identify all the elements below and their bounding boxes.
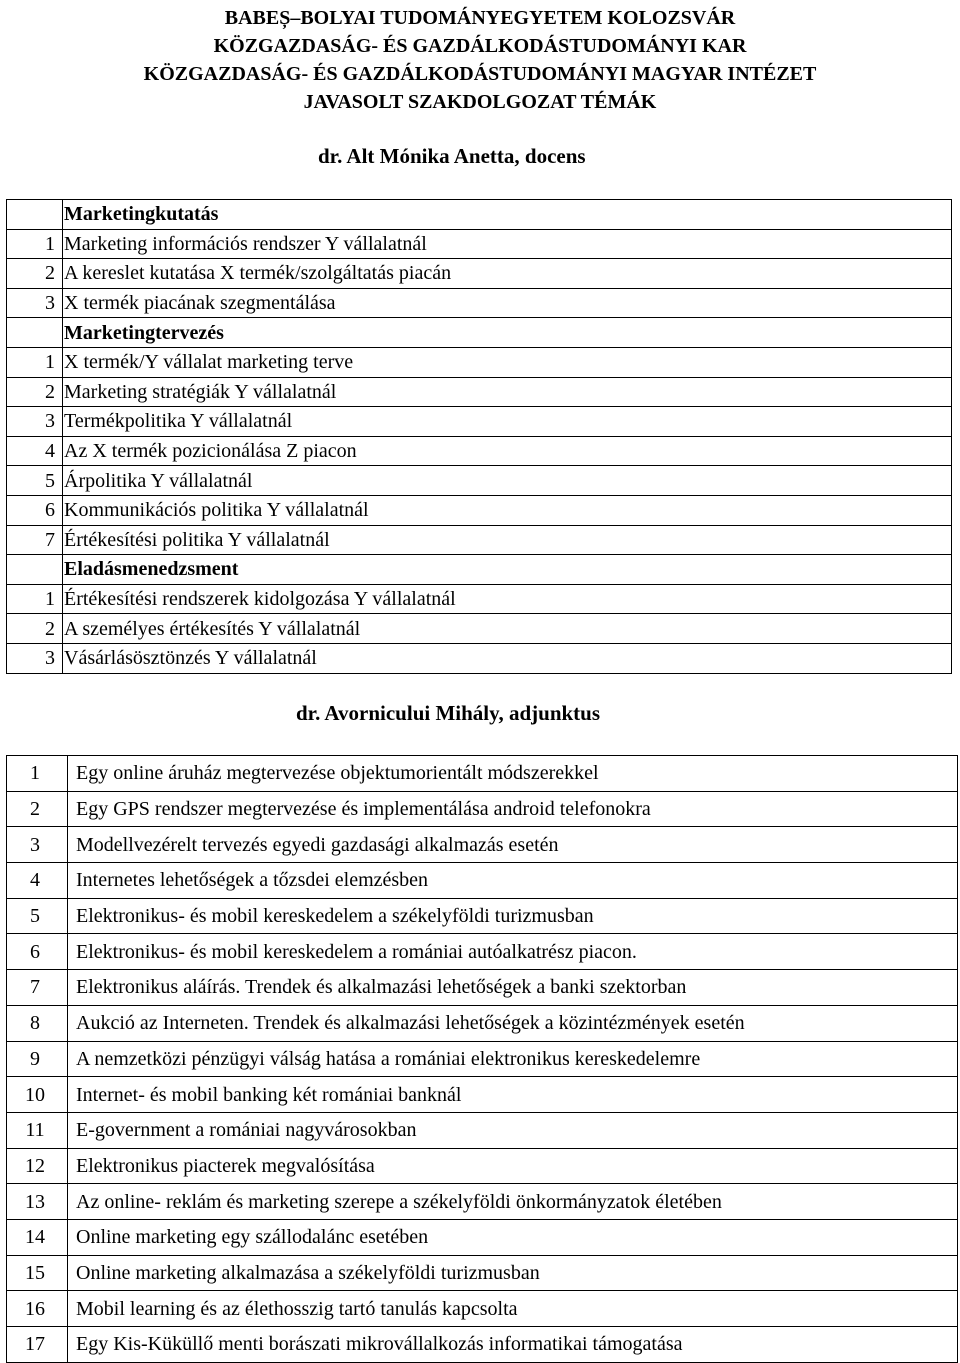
topic-row	[7, 288, 952, 318]
topic-title: Aukció az Interneten. Trendek és alkalmazási lehetőségek a közintézmények esetén	[68, 1005, 958, 1041]
topic-number: 2	[7, 791, 68, 827]
topic-title: Marketing információs rendszer Y vállalatnál	[63, 229, 952, 259]
topic-title: Elektronikus piacterek megvalósítása	[68, 1148, 958, 1184]
topic-row	[7, 791, 958, 827]
topic-number	[7, 555, 63, 585]
topic-number: 9	[7, 1041, 68, 1077]
topic-title: Elektronikus- és mobil kereskedelem a romániai autóalkatrész piacon.	[68, 934, 958, 970]
topic-row	[7, 756, 958, 792]
university-name: BABEȘ–BOLYAI TUDOMÁNYEGYETEM KOLOZSVÁR	[224, 7, 736, 29]
section-heading-row	[7, 555, 952, 585]
topic-number: 11	[7, 1112, 68, 1148]
topic-title: A nemzetközi pénzügyi válság hatása a romániai elektronikus kereskedelemre	[68, 1041, 958, 1077]
topic-number: 4	[7, 863, 68, 899]
topic-number: 3	[7, 407, 63, 437]
topic-title: Értékesítési rendszerek kidolgozása Y vállalatnál	[63, 584, 952, 614]
topic-row	[7, 584, 952, 614]
topic-number: 4	[7, 436, 63, 466]
topic-row	[7, 1077, 958, 1113]
topic-row	[7, 898, 958, 934]
topic-number: 15	[7, 1255, 68, 1291]
supervisor-name-1: dr. Alt Mónika Anetta, docens	[318, 144, 586, 168]
topic-number: 2	[7, 259, 63, 289]
topic-row	[7, 259, 952, 289]
topic-title: Egy GPS rendszer megtervezése és implementálása android telefonokra	[68, 791, 958, 827]
topic-title: Az online- reklám és marketing szerepe a székelyföldi önkormányzatok életében	[68, 1184, 958, 1220]
topic-number: 1	[7, 756, 68, 792]
topics-table-2-body	[7, 756, 958, 1363]
topic-number: 10	[7, 1077, 68, 1113]
topic-title: Marketing stratégiák Y vállalatnál	[63, 377, 952, 407]
topic-row	[7, 934, 958, 970]
topic-number: 2	[7, 614, 63, 644]
topic-title: Termékpolitika Y vállalatnál	[63, 407, 952, 437]
topic-title: Értékesítési politika Y vállalatnál	[63, 525, 952, 555]
topic-row	[7, 1005, 958, 1041]
topic-title: Modellvezérelt tervezés egyedi gazdasági alkalmazás esetén	[68, 827, 958, 863]
topic-title: Elektronikus- és mobil kereskedelem a székelyföldi turizmusban	[68, 898, 958, 934]
topic-number	[7, 200, 63, 230]
topic-row	[7, 1041, 958, 1077]
topic-row	[7, 495, 952, 525]
topic-title: X termék piacának szegmentálása	[63, 288, 952, 318]
topic-row	[7, 347, 952, 377]
topic-title: Internet- és mobil banking két romániai banknál	[68, 1077, 958, 1113]
topic-row	[7, 970, 958, 1006]
topic-number: 3	[7, 288, 63, 318]
topic-row	[7, 525, 952, 555]
topic-number	[7, 318, 63, 348]
institute-name: KÖZGAZDASÁG- ÉS GAZDÁLKODÁSTUDOMÁNYI MAGYAR INTÉZET	[143, 63, 817, 85]
topic-row	[7, 827, 958, 863]
topic-row	[7, 614, 952, 644]
topic-number: 16	[7, 1291, 68, 1327]
topic-number: 6	[7, 934, 68, 970]
topic-title: Kommunikációs politika Y vállalatnál	[63, 495, 952, 525]
topic-title: X termék/Y vállalat marketing terve	[63, 347, 952, 377]
topic-row	[7, 1112, 958, 1148]
topic-number: 3	[7, 643, 63, 673]
section-heading: Eladásmenedzsment	[63, 555, 952, 585]
topic-row	[7, 377, 952, 407]
topic-number: 13	[7, 1184, 68, 1220]
topic-number: 5	[7, 466, 63, 496]
topic-title: A kereslet kutatása X termék/szolgáltatás piacán	[63, 259, 952, 289]
topic-number: 1	[7, 584, 63, 614]
topic-row	[7, 643, 952, 673]
topic-title: Egy online áruház megtervezése objektumorientált módszerekkel	[68, 756, 958, 792]
topic-title: Elektronikus aláírás. Trendek és alkalmazási lehetőségek a banki szektorban	[68, 970, 958, 1006]
topics-table-2	[6, 755, 958, 1363]
topic-row	[7, 1219, 958, 1255]
topic-title: Árpolitika Y vállalatnál	[63, 466, 952, 496]
topics-table-1	[6, 199, 952, 674]
topic-row	[7, 1291, 958, 1327]
section-heading-row	[7, 318, 952, 348]
topic-title: E-government a romániai nagyvárosokban	[68, 1112, 958, 1148]
topic-number: 3	[7, 827, 68, 863]
topic-row	[7, 466, 952, 496]
topic-row	[7, 1184, 958, 1220]
faculty-name: KÖZGAZDASÁG- ÉS GAZDÁLKODÁSTUDOMÁNYI KAR	[213, 35, 747, 57]
topic-title: Online marketing alkalmazása a székelyföldi turizmusban	[68, 1255, 958, 1291]
document-header	[0, 4, 960, 116]
topic-number: 7	[7, 525, 63, 555]
topic-number: 17	[7, 1327, 68, 1363]
topic-row	[7, 229, 952, 259]
topic-row	[7, 436, 952, 466]
topic-row	[7, 1148, 958, 1184]
section-heading-row	[7, 200, 952, 230]
topic-number: 14	[7, 1219, 68, 1255]
section-heading: Marketingkutatás	[63, 200, 952, 230]
supervisor-name-2: dr. Avornicului Mihály, adjunktus	[296, 701, 601, 725]
topic-row	[7, 863, 958, 899]
topic-title: Online marketing egy szállodalánc esetében	[68, 1219, 958, 1255]
topic-title: Internetes lehetőségek a tőzsdei elemzésben	[68, 863, 958, 899]
topics-table-1-body	[7, 200, 952, 674]
topic-row	[7, 1327, 958, 1363]
topic-number: 8	[7, 1005, 68, 1041]
topic-title: Mobil learning és az élethosszig tartó tanulás kapcsolta	[68, 1291, 958, 1327]
topic-title: Az X termék pozicionálása Z piacon	[63, 436, 952, 466]
topic-title: Egy Kis-Küküllő menti borászati mikrovállalkozás informatikai támogatása	[68, 1327, 958, 1363]
topic-number: 2	[7, 377, 63, 407]
topic-title: Vásárlásösztönzés Y vállalatnál	[63, 643, 952, 673]
section-heading: Marketingtervezés	[63, 318, 952, 348]
topic-number: 7	[7, 970, 68, 1006]
topic-number: 6	[7, 495, 63, 525]
topic-number: 12	[7, 1148, 68, 1184]
document-title: JAVASOLT SZAKDOLGOZAT TÉMÁK	[303, 91, 657, 113]
topic-number: 1	[7, 229, 63, 259]
topic-row	[7, 407, 952, 437]
topic-title: A személyes értékesítés Y vállalatnál	[63, 614, 952, 644]
topic-row	[7, 1255, 958, 1291]
topic-number: 1	[7, 347, 63, 377]
topic-number: 5	[7, 898, 68, 934]
